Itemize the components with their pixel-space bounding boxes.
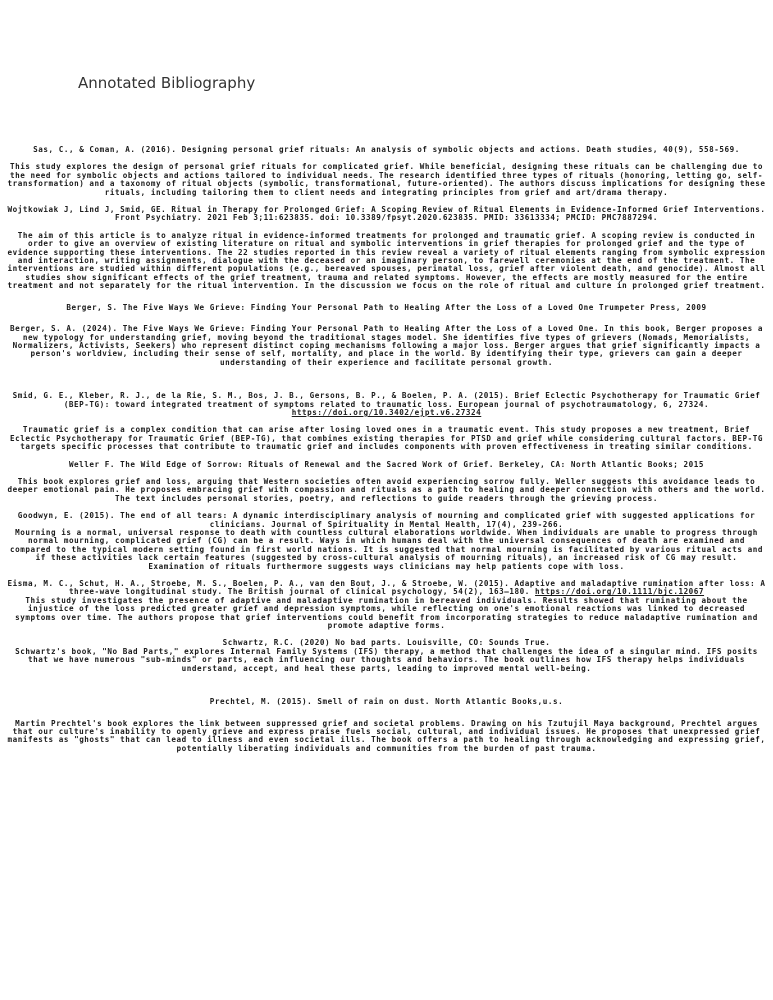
- bibliography-entry: [6, 325, 767, 367]
- entry-citation: Berger, S. A. (2024). The Five Ways We Grieve: Finding Your Personal Path to Healing After the Loss of a Loved One. In this book, Berger proposes a new typology for understanding grief, moving beyond the traditional stages model. She identifies five types of grievers (Nomads, Memorialists, Normalizers, Activists, Seekers) who represent distinct coping mechanisms following a major loss. Berger argues that grief significantly impacts a person's worldview, including their sense of self, mortality, and place in the world. By identifying their type, grievers can gain a deeper understanding of their experience and facilitate personal growth.: [10, 324, 763, 367]
- entry-summary: Schwartz's book, "No Bad Parts," explores Internal Family Systems (IFS) therapy, a method that challenges the idea of a singular mind. IFS posits that we have numerous "sub-minds" or parts, each influencing our thoughts and behaviors. The book outlines how IFS therapy helps individuals understand, accept, and heal these parts, leading to improved mental well-being.: [15, 646, 758, 673]
- entry-citation: Goodwyn, E. (2015). The end of all tears: A dynamic interdisciplinary analysis of mourning and complicated grief with suggested applications for clinicians. Journal of Spirituality in Mental Health, 17(4), 239-266.: [17, 511, 756, 529]
- document-title: Annotated Bibliography: [78, 74, 256, 92]
- entry-citation-text: Eisma, M. C., Schut, H. A., Stroebe, M. S., Boelen, P. A., van den Bout, J., & Stroebe, W. (2015). Adaptive and maladaptive rumination after loss: A three-wave longitudinal study. The British journal of clinical psychology, 54(2), 163–180.: [7, 579, 766, 597]
- bibliography-entry: [6, 461, 767, 504]
- entry-summary: Martin Prechtel's book explores the link between suppressed grief and societal problems. Drawing on his Tzutujil Maya background, Prechtel argues that our culture's inability to openly grieve and express praise fuels social, cultural, and individual issues. He proposes that unexpressed grief manifests as "ghosts" that can lead to illness and even societal ills. The book offers a path to healing through acknowledging and expressing grief, potentially liberating individuals and communities from the burden of past trauma.: [7, 718, 766, 753]
- entry-citation: Sas, C., & Coman, A. (2016). Designing personal grief rituals: An analysis of symbolic objects and actions. Death studies, 40(9), 558-569.: [33, 145, 740, 154]
- entry-citation: [6, 392, 767, 417]
- entry-summary: This study investigates the presence of adaptive and maladaptive rumination in bereaved individuals. Results showed that ruminating about the injustice of the loss predicted greater grief and depression symptoms, while reflecting on one's emotional reactions was linked to decreased symptoms over time. The authors propose that grief interventions could benefit from incorporating strategies to reduce maladaptive rumination and promote adaptive forms.: [15, 595, 758, 631]
- entry-citation: Schwartz, R.C. (2020) No bad parts. Louisville, CO: Sounds True.: [222, 638, 551, 648]
- entry-citation: Wojtkowiak J, Lind J, Smid, GE. Ritual in Therapy for Prolonged Grief: A Scoping Review of Ritual Elements in Evidence-Informed Grief Interventions. Front Psychiatry. 2021 Feb 3;11:623835. doi: 10.3389/fpsyt.2020.623835. PMID: 33613334; PMCID: PMC7887294.: [7, 205, 766, 223]
- bibliography-entry: [6, 304, 767, 312]
- bibliography-entry: [6, 698, 767, 753]
- bibliography-entry: [6, 206, 767, 291]
- bibliography-entry: [6, 146, 767, 197]
- bibliography-entry: [6, 580, 767, 630]
- entry-summary: Traumatic grief is a complex condition that can arise after losing loved ones in a traumatic event. This study proposes a new treatment, Brief Eclectic Psychotherapy for Traumatic Grief (BEP-TG), that combines existing therapies for PTSD and grief while considering cultural factors. BEP-TG targets specific processes that contribute to traumatic grief and includes components with proven effectiveness in treating similar conditions.: [10, 425, 763, 452]
- bibliography-entry: [6, 512, 767, 571]
- entry-citation: [6, 580, 767, 597]
- entry-citation: Berger, S. The Five Ways We Grieve: Finding Your Personal Path to Healing After the Loss of a Loved One Trumpeter Press, 2009: [66, 302, 707, 312]
- entry-summary: This book explores grief and loss, arguing that Western societies often avoid experiencing sorrow fully. Weller suggests this avoidance leads to deeper emotional pain. He proposes embracing grief with compassion and rituals as a path to healing and deeper connection with others and the world. The text includes personal stories, poetry, and reflections to guide readers through the grieving process.: [7, 476, 766, 503]
- entry-summary: The aim of this article is to analyze ritual in evidence-informed treatments for prolonged and traumatic grief. A scoping review is conducted in order to give an overview of existing literature on ritual and symbolic interventions in grief therapies for prolonged grief and the type of evidence supporting these interventions. The 22 studies reported in this review reveal a variety of ritual elements ranging from symbolic expression and interaction, writing assignments, dialogue with the deceased or an imaginary person, to farewell ceremonies at the end of the treatment. The interventions are studied within different populations (e.g., bereaved spouses, perinatal loss, grief after violent death, and genocide). Almost all studies show significant effects of the grief treatment, trauma and related symptoms. However, the effects are mostly measured for the entire treatment and not separately for the ritual intervention. In the discussion we focus on the role of ritual and culture in prolonged grief treatment.: [7, 230, 766, 291]
- entry-summary: Mourning is a normal, universal response to death with countless cultural elaborations worldwide. When individuals are unable to progress through normal mourning, complicated grief (CG) can be a result. Ways in which humans deal with the universal consequences of death are examined and compared to the typical modern setting found in first world nations. It is suggested that normal mourning is facilitated by various ritual acts and if these activities lack certain features (suggested by cross-cultural analysis of mourning rituals), an increased risk of CG may result. Examination of rituals furthermore suggests ways clinicians may help patients cope with loss.: [10, 528, 763, 571]
- entry-summary: This study explores the design of personal grief rituals for complicated grief. While beneficial, designing these rituals can be challenging due to the need for symbolic objects and actions tailored to individual needs. The research identified three types of rituals (honoring, letting go, self-transformation) and a taxonomy of ritual objects (symbolic, transformational, future-oriented). The authors discuss implications for designing these rituals, including tailoring them to client needs and integrating principles from grief and art/drama therapy.: [7, 162, 766, 197]
- entry-doi-link[interactable]: https://doi.org/10.3402/ejpt.v6.27324: [291, 407, 482, 417]
- entry-citation-text: Smid, G. E., Kleber, R. J., de la Rie, S. M., Bos, J. B., Gersons, B. P., & Boelen, P. A. (2015). Brief Eclectic Psychotherapy for Traumatic Grief (BEP-TG): toward integrated treatment of symptoms related to traumatic loss. European journal of psychotraumatology, 6, 27324.: [12, 391, 761, 409]
- bibliography-entry: [6, 392, 767, 451]
- entry-doi-link[interactable]: https://doi.org/10.1111/bjc.12067: [535, 587, 705, 597]
- bibliography-list: [6, 146, 767, 753]
- entry-citation: Weller F. The Wild Edge of Sorrow: Rituals of Renewal and the Sacred Work of Grief. Berkeley, CA: North Atlantic Books; 2015: [68, 459, 705, 469]
- entry-citation: Prechtel, M. (2015). Smell of rain on dust. North Atlantic Books,u.s.: [209, 697, 564, 707]
- bibliography-entry: [6, 639, 767, 673]
